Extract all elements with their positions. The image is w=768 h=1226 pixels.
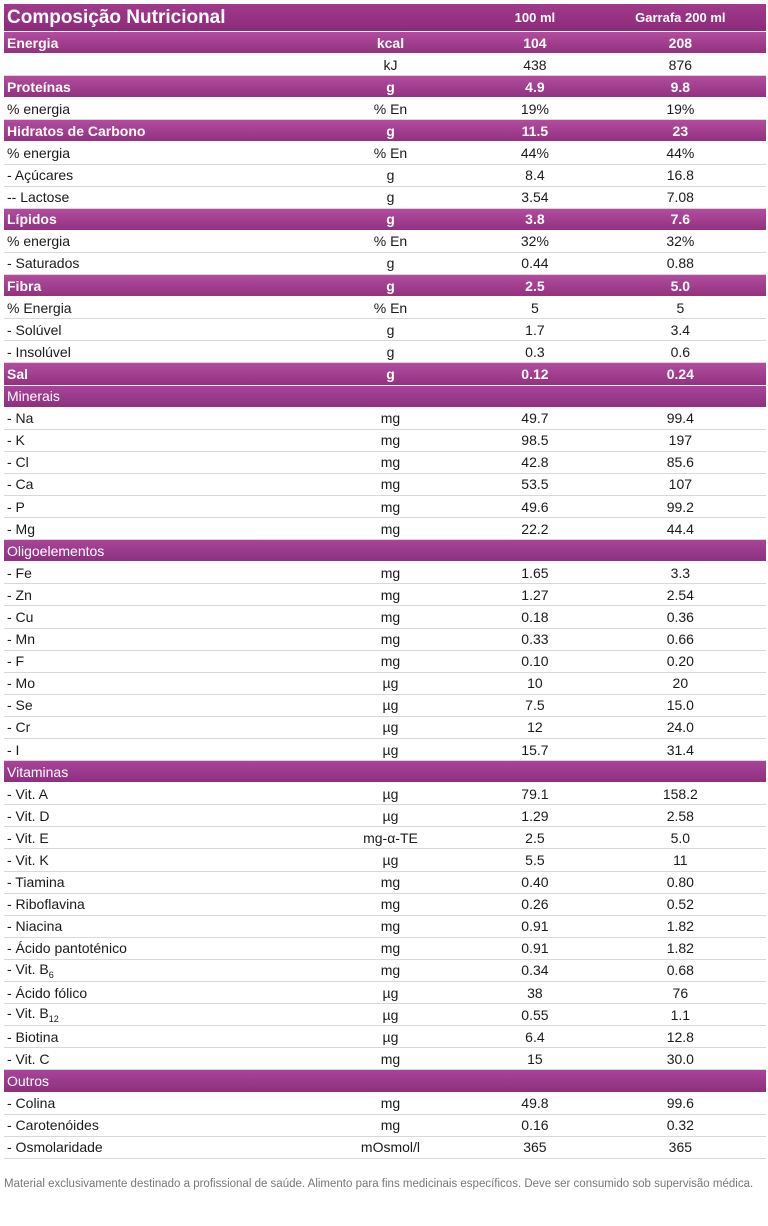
row-label: - Ácido fólico [7,984,88,1001]
row-unit: mg [380,1117,401,1134]
row-unit: kJ [383,56,398,73]
row-value-100ml: 15.7 [521,741,549,758]
row-value-bottle: 0.32 [666,1117,694,1134]
group-header-row [4,209,766,231]
table-row [4,165,766,187]
row-value-100ml: 2.5 [525,829,545,846]
row-unit: kcal [376,34,405,51]
table-header [4,4,766,32]
row-value-100ml: 0.40 [521,874,549,891]
row-label: - Tiamina [7,874,65,891]
row-value-100ml: 0.10 [521,653,549,670]
row-value-100ml: 0.91 [521,918,549,935]
row-value-100ml: 0.33 [521,631,549,648]
row-label: Sal [7,365,29,382]
row-unit: g [386,365,395,382]
row-label: - P [7,498,25,515]
row-unit: mg [380,476,401,493]
row-value-100ml: 7.5 [525,697,545,714]
section-header-row [4,1070,766,1092]
row-unit: µg [382,807,399,824]
row-label: - Mn [7,631,35,648]
table-row [4,805,766,827]
row-unit: µg [382,719,399,736]
row-value-bottle: 1.82 [666,918,694,935]
row-unit: µg [382,675,399,692]
row-unit: mg [380,1095,401,1112]
table-row [4,253,766,275]
row-unit: mg-α-TE [363,829,418,846]
table-row [4,629,766,651]
row-value-bottle: 1.1 [670,1006,691,1023]
row-label: - Vit. A [7,785,48,802]
row-label: Lípidos [7,211,57,228]
row-label: Proteínas [7,78,71,95]
row-label: - Saturados [7,255,80,272]
row-label: - Insolúvel [7,343,71,360]
row-value-bottle: 24.0 [666,719,694,736]
row-value-bottle: 20 [672,675,689,692]
table-row [4,231,766,253]
row-label: - Mg [7,520,35,537]
table-row [4,606,766,628]
table-row [4,938,766,960]
row-label: % energia [7,145,71,162]
row-label: % Energia [7,299,72,316]
table-row [4,1093,766,1115]
row-value-bottle: 197 [668,432,693,449]
table-row [4,982,766,1004]
row-label: - Açúcares [7,167,74,184]
row-unit: g [386,78,395,95]
row-value-bottle: 3.3 [670,564,691,581]
row-value-bottle: 99.2 [666,498,694,515]
row-value-bottle: 0.20 [666,653,694,670]
row-label: - Riboflavina [7,896,85,913]
table-row [4,142,766,164]
table-row [4,474,766,496]
row-unit: µg [382,852,399,869]
row-value-bottle: 0.66 [666,631,694,648]
row-value-bottle: 44.4 [666,520,694,537]
row-value-100ml: 22.2 [521,520,549,537]
row-label: Outros [7,1072,50,1089]
section-header-row [4,386,766,408]
table-row [4,739,766,761]
row-value-100ml: 19% [520,100,549,117]
row-label: - K [7,432,25,449]
row-label: - Vit. $B_{12}$ [7,1005,59,1025]
row-value-bottle: 0.88 [666,255,694,272]
row-value-bottle: 23 [672,122,689,139]
row-value-bottle: 1.82 [666,940,694,957]
row-value-bottle: 2.58 [666,807,694,824]
row-value-100ml: 12 [527,719,543,736]
row-unit: g [386,343,395,360]
table-row [4,98,766,120]
table-body [4,32,766,1159]
row-unit: mg [380,918,401,935]
table-row [4,894,766,916]
row-label: - Niacina [7,918,63,935]
row-value-100ml: 2.5 [525,277,545,294]
row-value-bottle: 9.8 [670,78,691,95]
row-unit: µg [382,1028,399,1045]
row-value-bottle: 85.6 [666,454,694,471]
row-unit: mg [380,454,401,471]
row-unit: µg [382,1006,399,1023]
row-label: - Vit. K [7,852,49,869]
row-label: - Se [7,697,33,714]
section-header-row [4,540,766,562]
row-label: - Vit. E [7,829,49,846]
row-value-bottle: 5.0 [670,277,691,294]
row-label: Oligoelementos [7,542,105,559]
table-row [4,297,766,319]
row-label: - Solúvel [7,321,62,338]
row-unit: % En [373,233,408,250]
row-unit: mg [380,653,401,670]
row-value-100ml: 11.5 [521,122,549,139]
row-value-100ml: 42.8 [521,454,549,471]
row-label: % energia [7,233,71,250]
row-value-100ml: 0.26 [521,896,549,913]
row-value-100ml: 3.54 [521,189,549,206]
row-unit: mg [380,520,401,537]
table-row [4,1115,766,1137]
row-label: - Cr [7,719,31,736]
row-value-100ml: 104 [523,34,547,51]
row-value-100ml: 10 [527,675,543,692]
table-row [4,872,766,894]
row-value-100ml: 1.65 [521,564,549,581]
row-unit: g [386,167,395,184]
row-value-bottle: 5.0 [670,829,691,846]
row-value-100ml: 15 [527,1050,543,1067]
row-unit: µg [382,785,399,802]
row-label: - Cl [7,454,29,471]
row-value-100ml: 438 [523,56,547,73]
row-value-bottle: 3.4 [670,321,691,338]
row-value-100ml: 44% [520,145,549,162]
row-unit: g [386,255,395,272]
table-row [4,651,766,673]
row-value-bottle: 19% [666,100,695,117]
table-row [4,695,766,717]
row-value-bottle: 7.6 [670,211,691,228]
row-unit: mg [380,498,401,515]
row-unit: µg [382,697,399,714]
row-value-bottle: 0.80 [666,874,694,891]
row-unit: mOsmol/l [360,1139,421,1156]
row-value-bottle: 7.08 [666,189,694,206]
row-value-100ml: 8.4 [525,167,545,184]
row-unit: mg [380,940,401,957]
table-row [4,827,766,849]
row-unit: g [386,211,395,228]
row-value-bottle: 0.36 [666,608,694,625]
column-bottle: Garrafa 200 ml [635,10,726,25]
row-label: - Vit. C [7,1050,50,1067]
row-value-100ml: 0.44 [521,255,549,272]
group-header-row [4,275,766,297]
table-row [4,430,766,452]
row-value-100ml: 1.27 [521,586,549,603]
row-unit: mg [380,608,401,625]
row-value-100ml: 0.34 [521,962,549,979]
row-label: - Colina [7,1095,56,1112]
row-value-bottle: 11 [673,852,688,869]
row-value-bottle: 158.2 [662,785,698,802]
row-value-100ml: 49.8 [521,1095,549,1112]
row-value-bottle: 365 [668,1139,693,1156]
column-100ml: 100 ml [514,10,556,25]
row-unit: % En [373,299,408,316]
row-unit: mg [380,410,401,427]
table-row [4,408,766,430]
row-value-bottle: 0.24 [666,365,694,382]
table-row [4,1137,766,1159]
row-unit: mg [380,432,401,449]
table-row [4,849,766,871]
group-header-row [4,363,766,385]
row-value-100ml: 5.5 [525,852,545,869]
row-value-100ml: 53.5 [521,476,549,493]
subscript: 12 [48,1014,59,1025]
row-value-100ml: 1.29 [521,807,549,824]
row-value-100ml: 0.18 [521,608,549,625]
row-value-bottle: 876 [668,56,693,73]
table-row [4,496,766,518]
row-value-100ml: 365 [523,1139,547,1156]
row-label: - Mo [7,675,35,692]
table-row [4,341,766,363]
row-value-100ml: 38 [527,984,543,1001]
row-unit: % En [373,100,408,117]
row-unit: mg [380,631,401,648]
row-label: -- Lactose [7,189,70,206]
row-value-100ml: 98.5 [521,432,549,449]
table-row [4,960,766,982]
row-value-bottle: 99.4 [666,410,694,427]
row-label: Hidratos de Carbono [7,122,146,139]
row-label: Vitaminas [7,763,69,780]
row-value-bottle: 16.8 [666,167,694,184]
table-title: Composição Nutricional [7,6,226,28]
row-value-bottle: 30.0 [666,1050,694,1067]
row-value-bottle: 0.52 [666,896,694,913]
row-label: - Biotina [7,1028,59,1045]
group-header-row [4,32,766,54]
row-value-bottle: 107 [668,476,693,493]
row-value-100ml: 6.4 [525,1028,545,1045]
row-unit: mg [380,896,401,913]
row-unit: mg [380,586,401,603]
group-header-row [4,120,766,142]
row-unit: g [386,122,395,139]
row-value-100ml: 5 [531,299,539,316]
row-value-100ml: 49.6 [521,498,549,515]
table-row [4,1048,766,1070]
row-value-bottle: 12.8 [666,1028,694,1045]
row-label: Fibra [7,277,42,294]
row-label: - Vit. $B_6$ [7,961,54,980]
nutrition-table [4,4,766,1159]
table-row [4,783,766,805]
row-label: % energia [7,100,71,117]
row-unit: g [386,189,395,206]
row-value-100ml: 32% [520,233,549,250]
row-label: - Fe [7,564,32,581]
row-value-100ml: 0.16 [521,1117,549,1134]
row-value-100ml: 0.55 [521,1006,549,1023]
table-row [4,673,766,695]
row-label: - Carotenóides [7,1117,99,1134]
group-header-row [4,76,766,98]
row-unit: mg [380,874,401,891]
row-value-bottle: 76 [672,984,689,1001]
row-label: - Cu [7,608,34,625]
row-unit: g [386,321,395,338]
table-row [4,187,766,209]
table-row [4,452,766,474]
row-value-100ml: 0.12 [521,365,549,382]
row-value-bottle: 2.54 [666,586,694,603]
row-value-100ml: 0.3 [525,343,545,360]
row-label: - Osmolaridade [7,1139,103,1156]
row-label: Energia [7,34,59,51]
table-row [4,562,766,584]
subscript: 6 [48,969,54,980]
row-unit: mg [380,962,401,979]
section-header-row [4,761,766,783]
row-label: - Zn [7,586,32,603]
row-unit: µg [382,741,399,758]
table-row [4,1026,766,1048]
table-row [4,717,766,739]
row-value-100ml: 49.7 [521,410,549,427]
table-row [4,1004,766,1026]
row-label: Minerais [7,388,60,405]
table-row [4,916,766,938]
row-value-100ml: 1.7 [525,321,545,338]
table-row [4,319,766,341]
row-value-bottle: 0.68 [666,962,694,979]
row-value-bottle: 208 [668,34,693,51]
row-value-100ml: 0.91 [521,940,549,957]
row-label: - Ca [7,476,34,493]
table-row [4,584,766,606]
row-value-100ml: 3.8 [525,211,545,228]
row-unit: mg [380,564,401,581]
row-value-bottle: 44% [666,145,695,162]
row-label: - Ácido pantoténico [7,940,127,957]
row-value-bottle: 15.0 [666,697,694,714]
row-value-bottle: 32% [666,233,695,250]
row-unit: mg [380,1050,401,1067]
row-label: - Vit. D [7,807,50,824]
row-unit: µg [382,984,399,1001]
row-value-bottle: 5 [676,299,685,316]
table-row [4,518,766,540]
row-value-bottle: 0.6 [670,343,691,360]
row-label: - Na [7,410,34,427]
row-label: - F [7,653,25,670]
row-value-bottle: 31.4 [666,741,694,758]
row-value-bottle: 99.6 [666,1095,694,1112]
row-unit: % En [373,145,408,162]
row-unit: g [386,277,395,294]
row-label: - I [7,741,20,758]
row-value-100ml: 79.1 [521,785,549,802]
table-row [4,54,766,76]
row-value-100ml: 4.9 [525,78,545,95]
disclaimer-footer: Material exclusivamente destinado a profissional de saúde. Alimento para fins medicinais específicos. Deve ser consumido sob supervisão médica. [4,1178,754,1190]
